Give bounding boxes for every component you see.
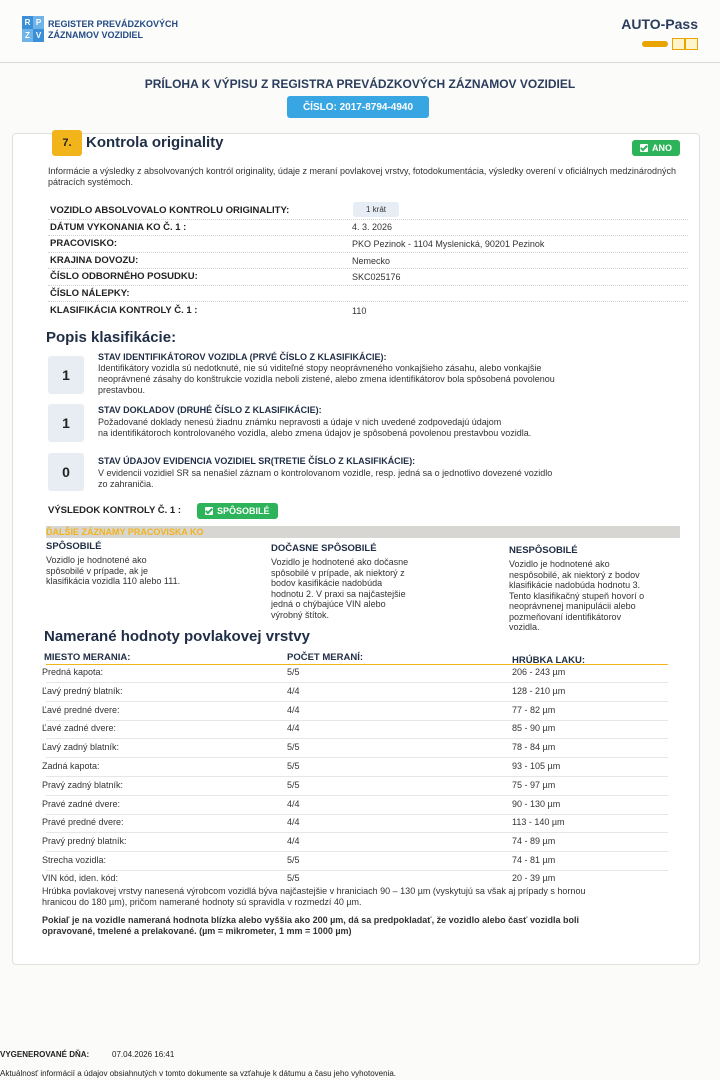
column-header: HRÚBKA LAKU: xyxy=(512,655,585,666)
inspection-count-pill: 1 krát xyxy=(353,202,399,217)
measurement-location: Strecha vozidla: xyxy=(42,855,107,865)
measurement-location: Zadná kapota: xyxy=(42,761,100,771)
detail-label: ČÍSLO NÁLEPKY: xyxy=(50,288,130,299)
legend-title: NESPÔSOBILÉ xyxy=(509,545,578,556)
legend-line: spôsobilé v prípade, ak niektorý z xyxy=(271,567,405,578)
rpzv-logo xyxy=(22,16,44,42)
detail-label: DÁTUM VYKONANIA KO Č. 1 : xyxy=(50,222,187,233)
generated-value: 07.04.2026 16:41 xyxy=(112,1050,175,1059)
detail-label: PRACOVISKO: xyxy=(50,238,118,249)
measurement-count: 5/5 xyxy=(287,780,300,790)
disclaimer: Aktuálnosť informácií a údajov obsiahnutých v tomto dokumente sa vzťahuje k dátumu a času jeho vyhotovenia. xyxy=(0,1069,397,1078)
row-divider xyxy=(46,701,668,702)
measurement-count: 5/5 xyxy=(287,742,300,752)
status-badge xyxy=(632,140,680,156)
autopass-logo xyxy=(621,16,698,32)
detail-value: SKC025176 xyxy=(352,272,401,282)
measurement-location: Ľavé zadné dvere: xyxy=(42,723,117,733)
legend-line: Tento klasifikačný stupeň hovorí o xyxy=(509,590,645,601)
classification-title: STAV DOKLADOV (DRUHÉ ČÍSLO Z KLASIFIKÁCIE): xyxy=(98,405,322,415)
row-divider xyxy=(46,776,668,777)
classification-description xyxy=(98,417,678,439)
desc-line: neoprávnené zásahy do konštrukcie vozidla neboli zistené, alebo zmena identifikátorov bola spôsobená povolenou xyxy=(98,374,555,384)
measurement-location: Predná kapota: xyxy=(42,667,104,677)
paint-thickness: 113 - 140 µm xyxy=(512,817,565,827)
measurement-count: 5/5 xyxy=(287,873,300,883)
detail-value: 4. 3. 2026 xyxy=(352,222,393,232)
legend-line: jedná o chýbajúce VIN alebo xyxy=(271,599,386,609)
column-header: POČET MERANÍ: xyxy=(287,652,363,663)
legend-line: spôsobilé v prípade, ak je xyxy=(46,565,149,576)
logo-letter: P xyxy=(33,16,44,29)
status-badge-label: ANO xyxy=(652,143,672,153)
page-header xyxy=(0,0,720,63)
checkmark-icon xyxy=(640,144,648,152)
row-divider xyxy=(46,682,668,683)
classification-description xyxy=(98,468,678,490)
autopass-brand: AUTO-Pass xyxy=(621,16,698,32)
paint-thickness: 93 - 105 µm xyxy=(512,761,561,771)
paint-thickness: 85 - 90 µm xyxy=(512,723,556,733)
warning-line: opravované, tmelené a prelakované. (µm = mikrometer, 1 mm = 1000 µm) xyxy=(42,926,352,936)
paint-thickness: 78 - 84 µm xyxy=(512,742,556,752)
paint-thickness: 74 - 81 µm xyxy=(512,855,556,865)
records-bar xyxy=(46,526,680,538)
legend-line: Vozidlo je hodnotené ako xyxy=(509,559,610,569)
paint-thickness: 128 - 210 µm xyxy=(512,686,566,696)
records-bar-label: ĎALŠIE ZÁZNAMY PRACOVISKA KO xyxy=(46,527,204,537)
paint-thickness: 206 - 243 µm xyxy=(512,667,566,677)
measurement-count: 5/5 xyxy=(287,667,300,677)
desc-line: V evidencii vozidiel SR sa nenašiel záznam o kontrolovanom vozidle, resp. jedná sa o jednotlivo dovezené vozidlo xyxy=(98,468,553,478)
note-line: Hrúbka povlakovej vrstvy nanesená výrobcom vozidlá býva najčastejšie v hraniciach 90 – 130 µm (vyskytujú sa však aj prípady s hornou xyxy=(42,886,586,896)
row-divider xyxy=(46,738,668,739)
measurement-location: Ľavé predné dvere: xyxy=(42,705,120,715)
classification-description xyxy=(98,363,678,396)
row-divider xyxy=(46,851,668,852)
org-line-1: REGISTER PREVÁDZKOVÝCH xyxy=(48,19,179,29)
organization-name xyxy=(48,19,178,41)
measurement-location: Ľavý predný blatník: xyxy=(42,686,123,696)
detail-value: Nemecko xyxy=(352,256,391,266)
legend-text xyxy=(509,559,667,633)
result-label: VÝSLEDOK KONTROLY Č. 1 : xyxy=(48,505,182,516)
paint-thickness: 75 - 97 µm xyxy=(512,780,556,790)
row-divider xyxy=(46,757,668,758)
desc-line: prestavbou. xyxy=(98,385,146,395)
measurement-location: Pravé zadné dvere: xyxy=(42,799,121,809)
measurement-count: 5/5 xyxy=(287,855,300,865)
note-line: hranicou do 180 µm), pričom namerané hodnoty sú spravidla v rozmedzí 40 µm. xyxy=(42,897,362,907)
warning-line: Pokiaľ je na vozidle nameraná hodnota blízka alebo vyššia ako 200 µm, dá sa predpokladať, že vozidlo alebo časť vozidla boli xyxy=(42,915,579,925)
key-checklist-icon xyxy=(642,36,698,50)
detail-label: KLASIFIKÁCIA KONTROLY Č. 1 : xyxy=(50,305,198,316)
legend-line: hodnotu 2. V praxi sa najčastejšie xyxy=(271,588,406,599)
measurement-location: VIN kód, iden. kód: xyxy=(42,873,119,883)
paint-thickness: 20 - 39 µm xyxy=(512,873,556,883)
result-badge-label: SPÔSOBILÉ xyxy=(217,506,270,516)
detail-value: 110 xyxy=(352,306,367,316)
measurement-location: Ľavý zadný blatník: xyxy=(42,742,120,752)
logo-letter: V xyxy=(33,29,44,42)
legend-line: klasifikácia vozidla 110 alebo 111. xyxy=(46,576,181,586)
row-divider xyxy=(46,795,668,796)
detail-label: KRAJINA DOVOZU: xyxy=(50,255,139,266)
paint-thickness: 77 - 82 µm xyxy=(512,705,556,715)
row-divider xyxy=(46,720,668,721)
legend-text xyxy=(46,555,196,587)
measurement-count: 5/5 xyxy=(287,761,300,771)
legend-line: Vozidlo je hodnotené ako xyxy=(46,555,147,565)
legend-text xyxy=(271,557,433,620)
legend-title: DOČASNE SPÔSOBILÉ xyxy=(271,543,377,554)
measurement-count: 4/4 xyxy=(287,723,300,733)
result-badge xyxy=(197,503,278,519)
logo-letter: Z xyxy=(22,29,33,42)
classification-digit: 1 xyxy=(48,356,84,394)
classification-digit: 1 xyxy=(48,404,84,442)
measurement-location: Pravý zadný blatník: xyxy=(42,780,124,790)
detail-label: VOZIDLO ABSOLVOVALO KONTROLU ORIGINALITY: xyxy=(50,205,290,216)
legend-line: vozidla. xyxy=(509,622,540,632)
section-intro: Informácie a výsledky z absolvovaných kontról originality, údaje z meraní povlakovej vrstvy, fotodokumentácia, výsledky overení v oficiálnych medzinárodných pátracích systémoch. xyxy=(48,166,676,187)
classification-digit: 0 xyxy=(48,453,84,491)
measurement-count: 4/4 xyxy=(287,705,300,715)
paint-thickness: 74 - 89 µm xyxy=(512,836,556,846)
checkmark-icon xyxy=(205,507,213,515)
row-divider xyxy=(46,870,668,871)
measurements-heading: Namerané hodnoty povlakovej vrstvy xyxy=(44,628,310,645)
detail-label: ČÍSLO ODBORNÉHO POSUDKU: xyxy=(50,271,198,282)
column-header: MIESTO MERANIA: xyxy=(44,652,131,663)
section-number: 7. xyxy=(52,130,82,156)
row-divider xyxy=(46,814,668,815)
legend-line: výrobný štítok. xyxy=(271,609,330,620)
legend-line: klasifikácie nadobúda hodnotu 3. xyxy=(509,580,641,590)
org-line-2: ZÁZNAMOV VOZIDIEL xyxy=(48,30,143,40)
header-underline xyxy=(46,664,668,665)
classification-heading: Popis klasifikácie: xyxy=(46,329,177,346)
measurement-count: 4/4 xyxy=(287,836,300,846)
paint-thickness: 90 - 130 µm xyxy=(512,799,561,809)
legend-line: Vozidlo je hodnotené ako dočasne xyxy=(271,557,409,567)
classification-title: STAV ÚDAJOV EVIDENCIA VOZIDIEL SR(TRETIE ČÍSLO Z KLASIFIKÁCIE): xyxy=(98,456,416,466)
measurement-count: 4/4 xyxy=(287,686,300,696)
legend-line: nespôsobilé, ak niektorý z bodov xyxy=(509,569,640,580)
detail-value: PKO Pezinok - 1104 Myslenická, 90201 Pezinok xyxy=(352,239,545,249)
row-divider xyxy=(46,832,668,833)
document-number-badge: ČÍSLO: 2017-8794-4940 xyxy=(287,96,429,118)
measurement-count: 4/4 xyxy=(287,817,300,827)
generated-label: VYGENEROVANÉ DŇA: xyxy=(0,1050,90,1059)
classification-title: STAV IDENTIFIKÁTOROV VOZIDLA (PRVÉ ČÍSLO Z KLASIFIKÁCIE): xyxy=(98,352,387,362)
measurement-warning xyxy=(42,915,682,937)
legend-title: SPÔSOBILÉ xyxy=(46,541,102,552)
document-title: PRÍLOHA K VÝPISU Z REGISTRA PREVÁDZKOVÝCH ZÁZNAMOV VOZIDIEL xyxy=(144,77,576,91)
section-title: Kontrola originality xyxy=(86,134,224,151)
measurement-location: Pravý predný blatník: xyxy=(42,836,127,846)
desc-line: na identifikátoroch kontrolovaného vozidla, alebo zmena údajov je spôsobená povolenou prestavbou vozidla. xyxy=(98,428,532,438)
measurement-note xyxy=(42,886,682,908)
logo-letter: R xyxy=(22,16,33,29)
desc-line: Identifikátory vozidla sú nedotknuté, nie sú viditeľné stopy neoprávneného vonkajšieho zásahu, alebo vonkajšie xyxy=(98,363,542,373)
desc-line: Požadované doklady nenesú žiadnu známku nepravosti a údaje v nich uvedené zodpovedajú údajom xyxy=(98,417,502,427)
legend-line: pozmeňovaní identifikátorov xyxy=(509,611,622,622)
desc-line: zo zahraničia. xyxy=(98,479,154,489)
legend-line: bodov kasifikácie nadobúda xyxy=(271,578,383,588)
measurement-location: Pravé predné dvere: xyxy=(42,817,124,827)
measurement-count: 4/4 xyxy=(287,799,300,809)
legend-line: neoprávnenej manipulácii alebo xyxy=(509,601,636,611)
